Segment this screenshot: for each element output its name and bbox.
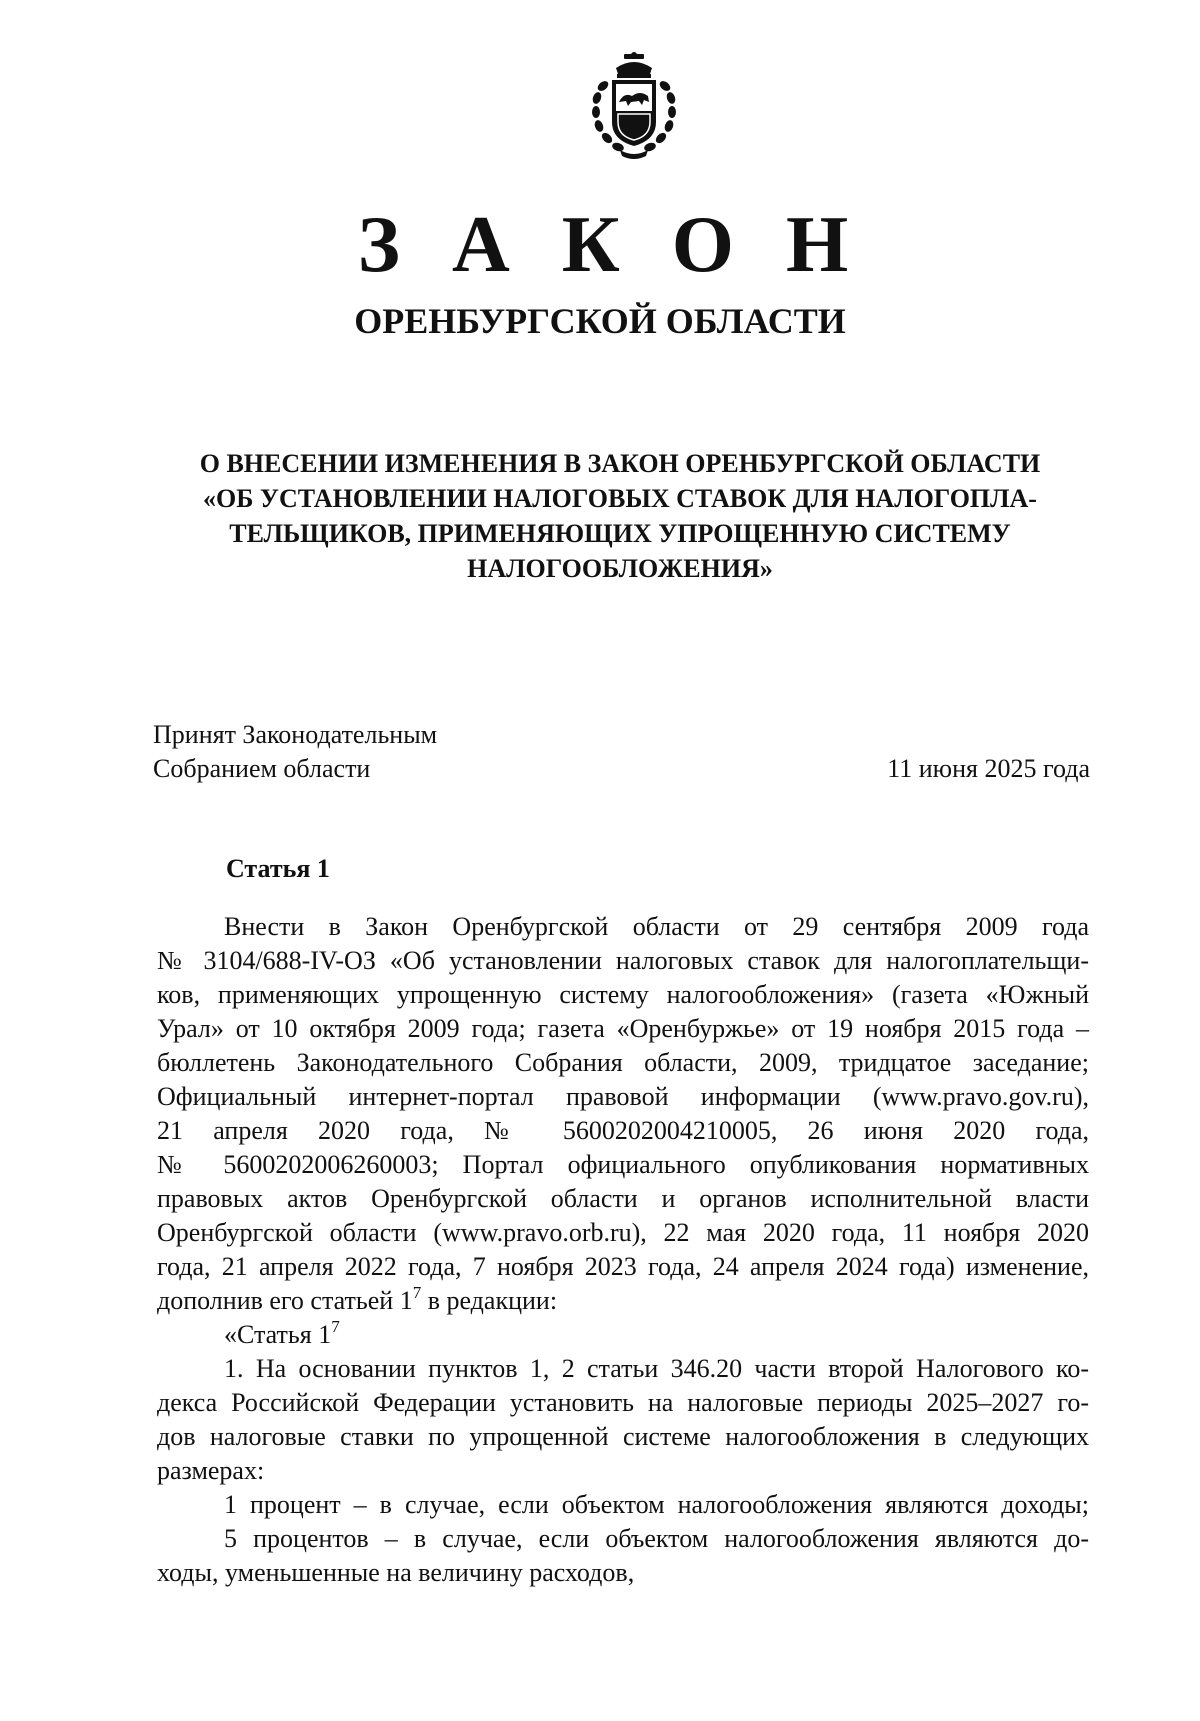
amendment-line [157, 1284, 1089, 1318]
coat-of-arms-emblem [586, 52, 682, 160]
amendment-text: дополнив его статьей 1 [157, 1286, 413, 1315]
body-line: Официальный интернет-портал правовой информации (www.pravo.gov.ru), [157, 1082, 1089, 1111]
body-line: бюллетень Законодательного Собрания области, 2009, тридцатое заседание; [157, 1048, 1089, 1077]
document-subtitle: ОРЕНБУРГСКОЙ ОБЛАСТИ [354, 301, 846, 341]
body-line: правовых актов Оренбургской области и органов исполнительной власти [157, 1184, 1089, 1213]
law-title-line: «ОБ УСТАНОВЛЕНИИ НАЛОГОВЫХ СТАВОК ДЛЯ НАЛОГОПЛА- [203, 484, 1037, 513]
law-title [150, 446, 1090, 586]
new-article-text: «Статья 1 [224, 1320, 332, 1349]
body-line: № 3104/688-IV-ОЗ «Об установлении налоговых ставок для налогоплательщи- [157, 946, 1089, 975]
law-title-line: О ВНЕСЕНИИ ИЗМЕНЕНИЯ В ЗАКОН ОРЕНБУРГСКОЙ ОБЛАСТИ [199, 449, 1041, 478]
body-line: 21 апреля 2020 года, № 5600202004210005, 26 июня 2020 года, [157, 1116, 1089, 1145]
law-title-line: НАЛОГООБЛОЖЕНИЯ» [467, 554, 773, 583]
point-line: 1. На основании пунктов 1, 2 статьи 346.20 части второй Налогового ко- [224, 1354, 1089, 1383]
point-line: декса Российской Федерации установить на налоговые периоды 2025–2027 го- [157, 1388, 1089, 1417]
adoption-date: 11 июня 2025 года [887, 754, 1090, 783]
amendment-text: в редакции: [421, 1286, 558, 1315]
adoption-line: Принят Законодательным [153, 720, 438, 749]
superscript: 7 [412, 1283, 422, 1302]
point-line: дов налоговые ставки по упрощенной системе налогообложения в следующих [157, 1422, 1089, 1451]
law-title-line: ТЕЛЬЩИКОВ, ПРИМЕНЯЮЩИХ УПРОЩЕННУЮ СИСТЕМУ [229, 519, 1011, 548]
rate-line: 1 процент – в случае, если объектом налогообложения являются доходы; [224, 1490, 1089, 1519]
document-title: З А К О Н [357, 201, 865, 289]
rate-line: 5 процентов – в случае, если объектом налогообложения являются до- [224, 1524, 1089, 1553]
adoption-note [153, 718, 437, 786]
article-body [157, 910, 1089, 1590]
adoption-line: Собранием области [153, 754, 371, 783]
body-line: года, 21 апреля 2022 года, 7 ноября 2023 года, 24 апреля 2024 года) изменение, [157, 1252, 1089, 1281]
rate-line: ходы, уменьшенные на величину расходов, [157, 1558, 635, 1587]
body-line: Внести в Закон Оренбургской области от 29 сентября 2009 года [224, 912, 1089, 941]
superscript: 7 [331, 1317, 340, 1336]
point-line: размерах: [157, 1456, 265, 1485]
new-article-heading [157, 1318, 1089, 1352]
body-line: Оренбургской области (www.pravo.orb.ru), 22 мая 2020 года, 11 ноября 2020 [157, 1218, 1089, 1247]
article-heading: Статья 1 [226, 854, 330, 883]
body-line: Урал» от 10 октября 2009 года; газета «Оренбуржье» от 19 ноября 2015 года – [157, 1014, 1089, 1043]
body-line: № 5600202006260003; Портал официального опубликования нормативных [157, 1150, 1089, 1179]
body-line: ков, применяющих упрощенную систему налогообложения» (газета «Южный [157, 980, 1089, 1009]
